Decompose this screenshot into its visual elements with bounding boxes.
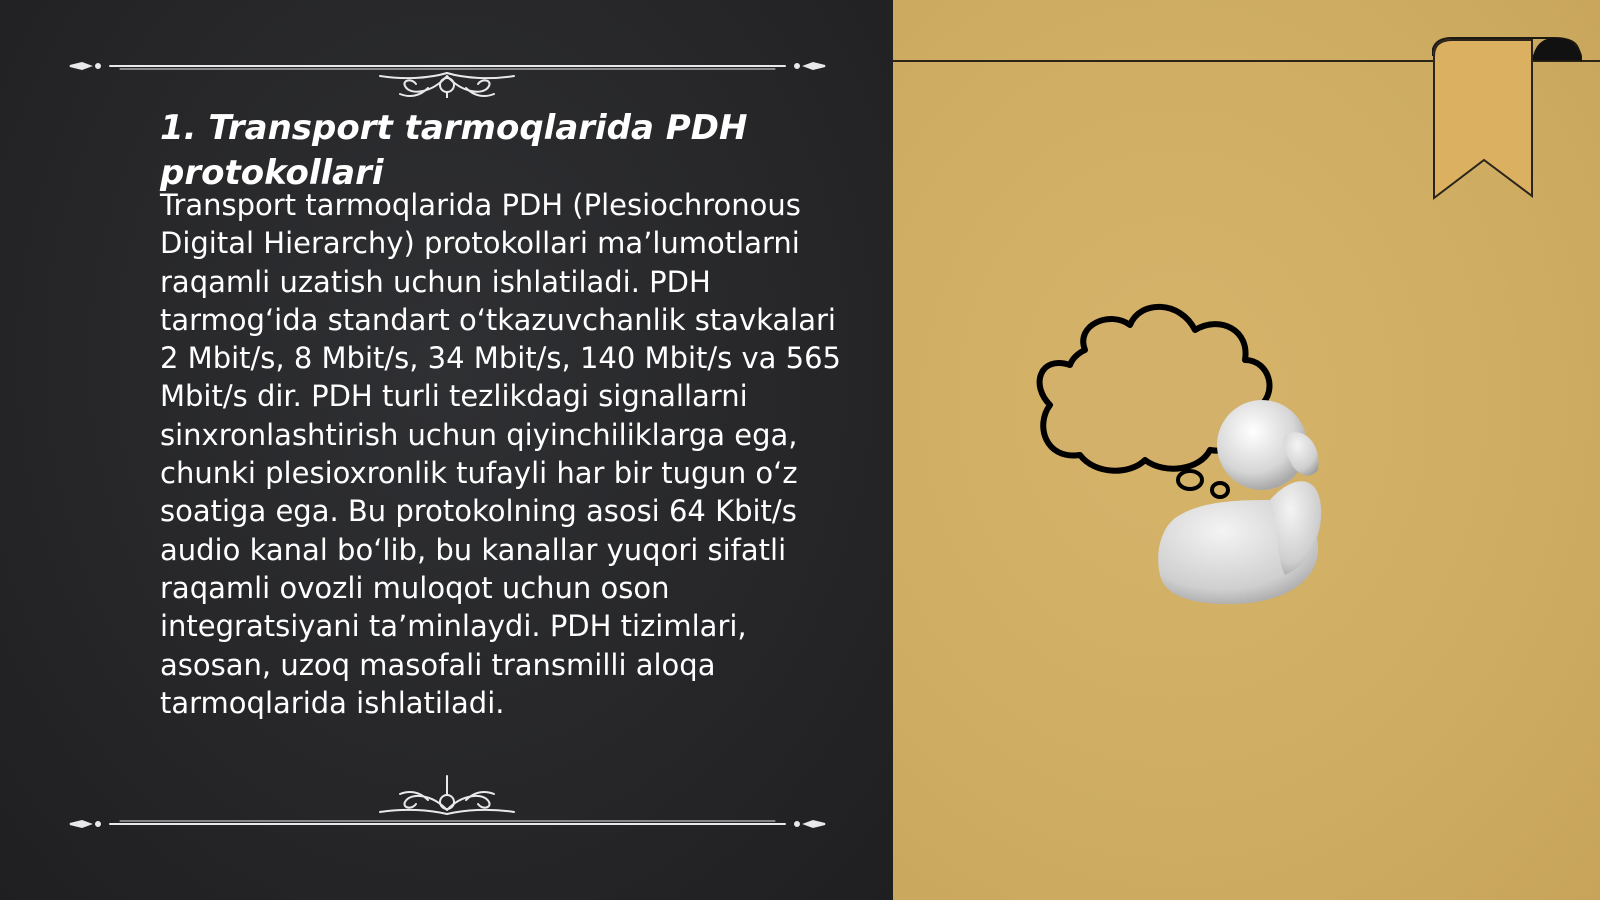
bookmark-ribbon-icon: [1432, 36, 1582, 206]
slide-title: 1. Transport tarmoqlarida PDH protokollari: [160, 108, 748, 193]
flourish-divider-icon: [60, 770, 835, 830]
slide-body-text: Transport tarmoqlarida PDH (Plesiochronous Digital Hierarchy) protokollari ma’lumotlarni raqamli uzatish uchun ishlatiladi. PDH tarmog‘ida standart o‘tkazuvchanlik stavkalari 2 Mbit/s, 8 Mbit/s, 34 Mbit/s, 140 Mbit/s va 565 Mbit/s dir. PDH turli tezlikdagi signallarni sinxronlashtirish uchun qiyinchiliklarga ega, chunki plesioxronlik tufayli har bir tugun o‘z soatiga ega. Bu protokolning asosi 64 Kbit/s audio kanal bo‘lib, bu kanallar yuqori sifatli raqamli ovozli muloqot uchun oson integratsiyani ta’minlaydi. PDH tizimlari, asosan, uzoq masofali transmilli aloqa tarmoqlarida ishlatiladi.: [160, 188, 842, 720]
flourish-divider-icon: [60, 38, 835, 98]
thinking-person-icon: [1030, 275, 1350, 615]
